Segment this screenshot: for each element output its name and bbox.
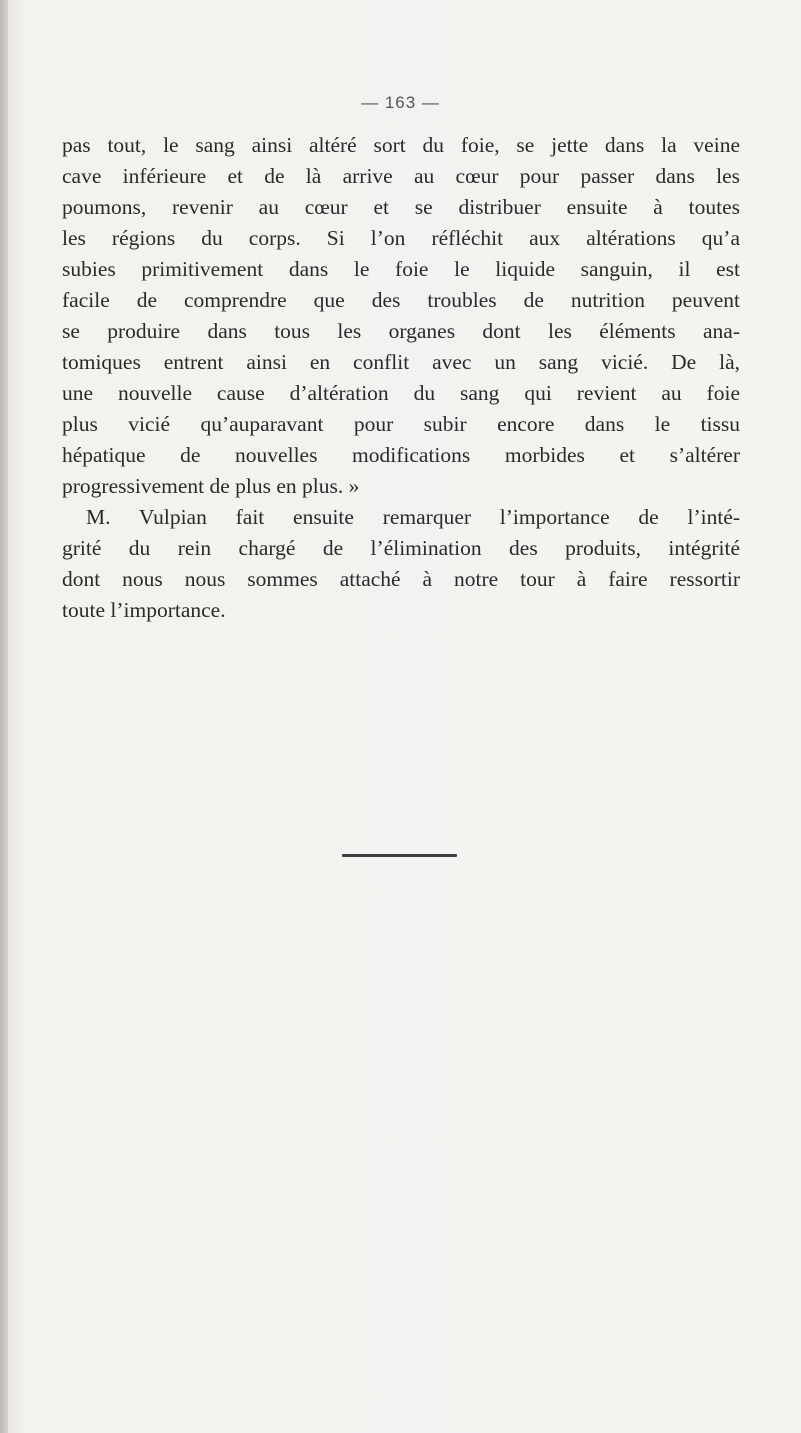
text-line: plus vicié qu’auparavant pour subir encore dans le tissu [62,412,740,436]
text-line: grité du rein chargé de l’élimination des produits, intégrité [62,536,740,560]
text-line: les régions du corps. Si l’on réfléchit aux altérations qu’a [62,226,740,250]
text-line: toute l’importance. [62,598,226,622]
text-line: progressivement de plus en plus. » [62,474,360,498]
section-divider-rule [342,854,457,857]
body-text [62,130,740,626]
text-line: pas tout, le sang ainsi altéré sort du foie, se jette dans la veine [62,133,740,157]
page-number: — 163 — [361,93,440,112]
text-line: facile de comprendre que des troubles de nutrition peuvent [62,288,740,312]
text-line: M. Vulpian fait ensuite remarquer l’importance de l’inté- [86,505,740,529]
page-spine-shadow [0,0,8,1433]
text-line: tomiques entrent ainsi en conflit avec un sang vicié. De là, [62,350,740,374]
text-line: hépatique de nouvelles modifications morbides et s’altérer [62,443,740,467]
text-line: se produire dans tous les organes dont les éléments ana- [62,319,740,343]
text-line: une nouvelle cause d’altération du sang qui revient au foie [62,381,740,405]
text-line: dont nous nous sommes attaché à notre tour à faire ressortir [62,567,740,591]
text-line: subies primitivement dans le foie le liquide sanguin, il est [62,257,740,281]
text-line: cave inférieure et de là arrive au cœur pour passer dans les [62,164,740,188]
text-line: poumons, revenir au cœur et se distribuer ensuite à toutes [62,195,740,219]
